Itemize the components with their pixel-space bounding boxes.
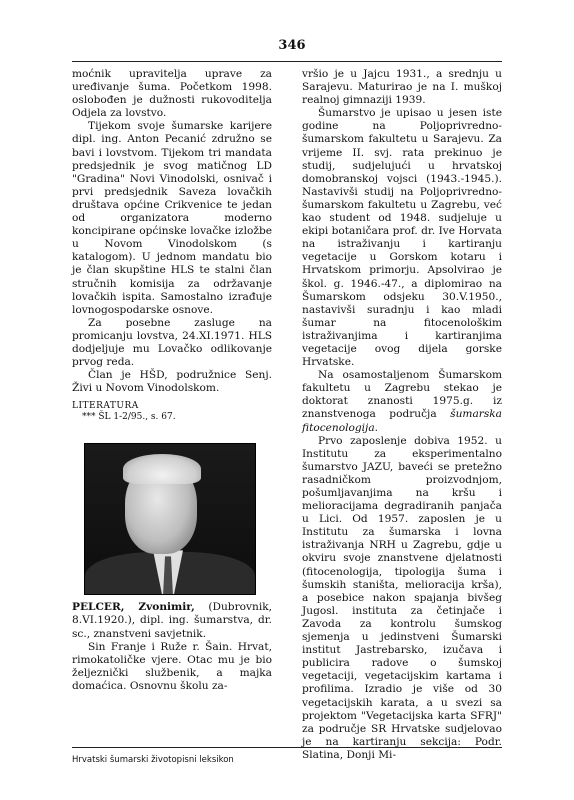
field-of-science: šumarska fitocenologija. (302, 408, 502, 434)
footer-rule (72, 747, 502, 748)
portrait-photo (84, 443, 256, 595)
footer-title: Hrvatski šumarski životopisni leksikon (72, 755, 234, 765)
paragraph (302, 369, 502, 434)
paragraph: Sin Franje i Ruže r. Šain. Hrvat, rimokatoličke vjere. Otac mu je bio željeznički službenik, a majka domaćica. Osnovnu školu za- (72, 640, 272, 692)
entry-name: PELCER, Zvonimir, (72, 601, 195, 614)
paragraph: moćnik upravitelja uprave za uređivanje šuma. Početkom 1998. oslobođen je dužnosti rukovoditelja Odjela za lovstvo. (72, 68, 272, 120)
header-rule (72, 61, 502, 62)
literature-block (72, 401, 272, 423)
literature-heading: LITERATURA (72, 401, 139, 412)
paragraph-text: Na osamostaljenom Šumarskom fakultetu u Zagrebu stekao je doktorat znanosti 1975.g. iz znanstvenoga područja (302, 369, 502, 421)
paragraph: Član je HŠD, podružnice Senj. Živi u Novom Vinodolskom. (72, 369, 272, 395)
left-column (72, 68, 272, 693)
entry-heading (72, 601, 272, 640)
paragraph: Prvo zaposlenje dobiva 1952. u Institutu za eksperimentalno šumarstvo JAZU, baveći se pretežno rasadničkom proizvodnjom, pošumljavanjima na kršu i melioracijama degradiranih panjača u Lici. Od 1957. zaposlen je u Institutu za šumarska i lovna istraživanja NRH u Zagrebu, gdje u okviru svoje znanstvene djelatnosti (fitocenologija, tipologija šuma i šumskih staništa, melioracija krša), a posebice nakon spajanja bivšeg Jugosl. instituta za četinjače i Zavoda za kontrolu šumskog sjemenja u jedinstveni Šumarski institut Jastrebarsko, izučava i publicira radove o šumskoj vegetaciji, vegetacijskim kartama i profilima. Izradio je više od 30 vegetacijskih karata, a u svezi sa projektom "Vegetacijska karta SFRJ" za područje SR Hrvatske sudjelovao je na kartiranju sekcija: Podr. Slatina, Donji Mi- (302, 434, 502, 761)
literature-reference: *** ŠL 1-2/95., s. 67. (82, 412, 176, 423)
paragraph: Tijekom svoje šumarske karijere dipl. ing. Anton Pecanić združno se bavi i lovstvom. Tijekom tri mandata predsjednik je svog matičnog LD "Gradina" Novi Vinodolski, osnivač i prvi predsjednik Saveza lovačkih društava općine Crikvenice te jedan od organizatora moderno koncipirane općinske lovačke izložbe u Novom Vinodolskom (s katalogom). U jednom mandatu bio je član skupštine HLS te stalni član stručnih komisija za održavanje lovačkih ispita. Samostalno izrađuje lovnogospodarske osnove. (72, 120, 272, 316)
paragraph: Za posebne zasluge na promicanju lovstva, 24.XI.1971. HLS dodjeljuje mu Lovačko odlikovanje prvog reda. (72, 316, 272, 369)
page-number: 346 (278, 38, 306, 53)
right-column (302, 68, 502, 762)
paragraph: vršio je u Jajcu 1931., a srednju u Sarajevu. Maturirao je na I. muškoj realnoj gimnaziji 1939. (302, 68, 502, 107)
entry-details: (Dubrovnik, 8.VI.1920.), dipl. ing. šumarstva, dr. sc., znanstveni savjetnik. (72, 601, 272, 640)
paragraph: Šumarstvo je upisao u jesen iste godine na Poljoprivredno-šumarskom fakultetu u Sarajevu. Za vrijeme II. svj. rata prekinuo je studij, sudjelujući u hrvatskoj domobranskoj vojsci (1943.-1945.). Nastavivši studij na Poljoprivredno-šumarskom fakultetu u Zagrebu, već kao student od 1948. sudjeluje u ekipi botaničara prof. dr. Ive Horvata na istraživanju i kartiranju vegetacije u Gorskom kotaru i Hrvatskom primorju. Apsolvirao je škol. g. 1946.-47., a diplomirao na Šumarskom odsjeku 30.V.1950., nastavivši suradnju i kao mladi šumar na fitocenološkim istraživanjima i kartiranjima vegetacije ovog dijela gorske Hrvatske. (302, 107, 502, 369)
